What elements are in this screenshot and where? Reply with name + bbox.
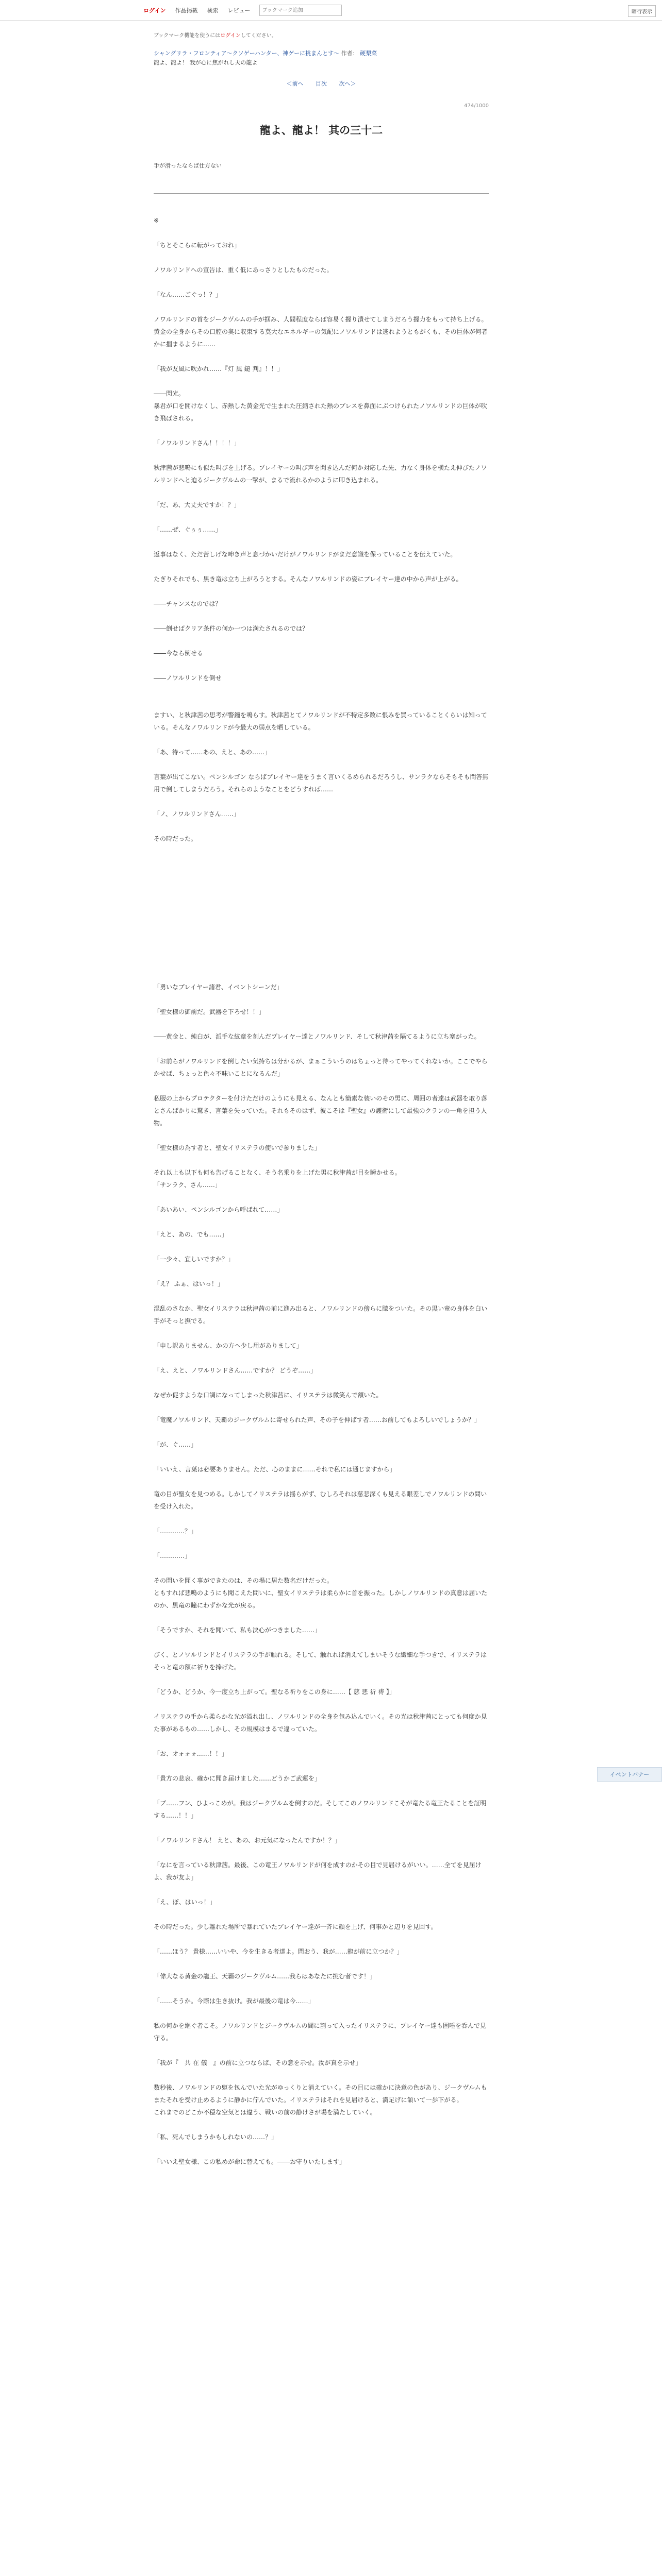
body-paragraph: 「お前らがノワルリンドを倒したい気持ちは分かるが、まぁこういうのはちょっと待ってやってくれないか。ここでやらかせば、ちょっと色々不味いことになるんだ」 (154, 1058, 488, 1078)
body-paragraph: 数秒後、ノワルリンドの躯を包んでいた光がゆっくりと消えていく。その目には確かに決意の色があり、ジークヴルムもまたそれを受け止めるように静かに佇んでいた。イリステラはそれを見届けると、満足げに頷いて一歩下がる。 (154, 2084, 487, 2104)
divider (154, 193, 489, 194)
body-paragraph (154, 1352, 489, 1364)
nav-item-review[interactable]: レビュー (227, 7, 251, 14)
body-paragraph (154, 684, 489, 697)
body-paragraph (154, 2044, 489, 2057)
body-paragraph (154, 1513, 489, 1525)
body-paragraph: 「偉大なる黄金の龍王、天覇のジークヴルム……我らはあなたに挑む者です！」 (154, 1973, 376, 1980)
body-paragraph (154, 227, 489, 239)
body-paragraph (154, 1018, 489, 1030)
body-paragraph (154, 1327, 489, 1340)
body-paragraph: 「ブ……フン、ひよっこめが。我はジークヴルムを倒すのだ。そしてこのノワルリンドこそが竜たる竜王たることを証明する……！！」 (154, 1800, 487, 1820)
body-paragraph (154, 1822, 489, 1834)
body-paragraph: ますい、と秋津茜の思考が警鐘を鳴らす。秋津茜とてノワルリンドが不特定多数に恨みを買っていることくらいは知っている。そんなノワルリンドが今最大の弱点を晒している。 (154, 711, 487, 732)
body-paragraph: 「……そうか。今際は生き抜け。我が最後の竜は今……」 (154, 1997, 315, 2005)
next-chapter-link[interactable]: 次へ＞ (339, 80, 356, 88)
body-paragraph: 「貴方の悲哀、確かに聞き届けました……どうかご武運を」 (154, 1775, 321, 1783)
body-paragraph (154, 820, 489, 833)
body-paragraph (154, 1908, 489, 1921)
body-paragraph: 黄金の全身からその口腔の奥に収束する莫大なエネルギーの気配にノワルリンドは逃れようともがくも、その巨体が何者かに掴まるように…… (154, 328, 488, 348)
body-paragraph (154, 1884, 489, 1896)
body-paragraph (154, 697, 489, 709)
breadcrumb (154, 49, 489, 67)
author-link[interactable]: 硬梨菜 (360, 50, 377, 57)
body-paragraph: ※ (154, 217, 159, 225)
body-paragraph (154, 2143, 489, 2156)
body-paragraph: 「ちとそこらに転がっておれ」 (154, 242, 241, 249)
notice-text-pre: ブックマーク機能を使うには (154, 33, 221, 39)
body-paragraph (154, 1426, 489, 1438)
body-paragraph: その時だった。少し離れた場所で暴れていたプレイヤー達が一斉に顔を上げ、何事かと辺りを見回す。 (154, 1923, 437, 1931)
body-paragraph (154, 585, 489, 598)
body-paragraph: 「一少々、宜しいですか？」 (154, 1256, 235, 1263)
body-paragraph: 「我が『 共 在 儀 』の前に立つならば、その意を示せ。汝が真を示せ」 (154, 2059, 362, 2067)
body-paragraph: ――今なら倒せる (154, 650, 204, 657)
body-paragraph (154, 956, 489, 969)
body-paragraph (154, 486, 489, 499)
display-mode-button[interactable]: 暗行表示 (628, 5, 656, 17)
body-paragraph (154, 1933, 489, 1945)
body-paragraph (154, 969, 489, 981)
body-paragraph (154, 894, 489, 907)
body-paragraph (154, 1735, 489, 1748)
body-paragraph: 返事はなく、ただ苦しげな呻き声と息づかいだけがノワルリンドがまだ意識を保っていることを伝えていた。 (154, 551, 457, 558)
body-paragraph: 「聖女様の為す者と、聖女イリステラの使いで参りました」 (154, 1144, 321, 1152)
body-paragraph (154, 1958, 489, 1970)
body-paragraph: 「え、えと、ノワルリンドさん……ですか？ どうぞ……」 (154, 1367, 317, 1375)
body-paragraph: ともすれば悲鳴のようにも聞こえた問いに、聖女イリステラは柔らかに首を振った。しかしノワルリンドの真意は届いたのか、黒竜の瞳にわずかな光が戻る。 (154, 1589, 488, 1609)
body-paragraph (154, 845, 489, 857)
prev-chapter-link[interactable]: ＜前へ (286, 80, 304, 88)
body-paragraph: 「竜魔ノワルリンド、天覇のジークヴルムに寄せられた声、その子を伸ばす者……お前してもよろしいでしょうか？」 (154, 1416, 481, 1424)
body-paragraph (154, 1537, 489, 1550)
body-paragraph: ノワルリンドの首をジークヴルムの手が掴み、人間程度ならば容易く握り潰せてしまうだろう握力をもって持ち上げる。 (154, 316, 488, 324)
body-paragraph: ――閃光。 (154, 390, 185, 398)
body-paragraph (154, 1191, 489, 1204)
chapter-number: 474/1000 (464, 103, 489, 109)
body-paragraph: 「私、死んでしまうかもしれないの……？」 (154, 2133, 278, 2141)
top-navigation-bar (0, 0, 662, 21)
nav-item-search[interactable]: 検索 (207, 7, 219, 14)
body-paragraph: 「お、オォォォ……！！」 (154, 1750, 228, 1758)
body-paragraph (154, 1129, 489, 1142)
login-notice (154, 31, 489, 39)
novel-content (154, 31, 489, 2168)
body-paragraph (154, 1154, 489, 1166)
body-paragraph: 「いいえ、言葉は必要ありません。ただ、心のままに……それで私には通じますから」 (154, 1466, 396, 1473)
body-paragraph (154, 561, 489, 573)
body-paragraph: 「ノワルリンドさん！！！！」 (154, 439, 240, 447)
body-paragraph: イリステラの手から柔らかな光が溢れ出し、ノワルリンドの全身を包み込んでいく。その光は秋津茜にとっても何度か見た事があるもの……しかし、その規模はまるで違っていた。 (154, 1713, 487, 1733)
body-paragraph (154, 734, 489, 746)
chapter-preface: 手が滑ったならば仕方ない (154, 162, 222, 170)
nav-item-publish[interactable]: 作品掲載 (175, 7, 198, 14)
body-paragraph: 「どうか、どうか、今一度立ち上がって。聖なる祈りをこの身に……【 慈 悲 祈 祷 】」 (154, 1688, 395, 1696)
body-paragraph (154, 1216, 489, 1228)
body-paragraph: それ以上も以下も何も告げることなく、そう名乗りを上げた男に秋津茜が目を瞬かせる。 (154, 1169, 401, 1177)
notice-login-link[interactable]: ログイン (220, 33, 241, 39)
notice-text-post: してください。 (240, 33, 277, 39)
body-paragraph (154, 870, 489, 882)
body-paragraph: 「…………」 (154, 1552, 191, 1560)
chapter-body (154, 214, 489, 2168)
body-paragraph: なぜか促すような口調になってしまった秋津茜に、イリステラは微笑んで頷いた。 (154, 1392, 383, 1399)
body-paragraph: 「…………？」 (154, 1528, 197, 1535)
body-paragraph: たぎりそれでも、黒き竜は立ち上がろうとする。そんなノワルリンドの姿にプレイヤー達の中から声が上がる。 (154, 575, 462, 583)
body-paragraph: 混乱のさなか、聖女イリステラは秋津茜の前に進み出ると、ノワルリンドの傍らに膝をついた。その黒い竜の身体を白い手がそっと撫でる。 (154, 1305, 488, 1325)
body-paragraph: 「ノ、ノワルリンドさん……」 (154, 810, 240, 818)
body-paragraph: 「が、ぐ……」 (154, 1441, 197, 1449)
body-paragraph: 「ノワルリンドさん！ えと、あの、お元気になったんですか！？」 (154, 1837, 341, 1844)
body-paragraph: 言葉が出てこない。ペンシルゴン ならばプレイヤー達をうまく言いくるめられるだろうし、サンラクならそもそも問答無用で倒してしまうだろう。それらのようなことをどうすれば…… (154, 773, 489, 793)
body-paragraph: 私服の上からプロテクターを付けただけのようにも見える、なんとも簡素な装いのその男に、周囲の者達は武器を取り落とさんばかりに驚き、言葉を失っていた。それもそのはず、彼こそは『聖女』の護衛にして最強のクランの一角を担う人物。 (154, 1095, 488, 1127)
body-paragraph: 「我が友風に吹かれ……『灯 風 鎚 判』！！」 (154, 365, 284, 373)
body-paragraph (154, 1982, 489, 1995)
nav-menu (143, 0, 342, 21)
body-paragraph: 「申し訳ありません、かの方へ少し用がありまして」 (154, 1342, 303, 1350)
body-paragraph: 「いいえ聖女様、この私めが命に替えても。――お守りいたします」 (154, 2158, 346, 2166)
body-paragraph: 私の何かを継ぐ者こそ。ノワルリンドとジークヴルムの間に割って入ったイリステラに、プレイヤー達も固唾を呑んで見守る。 (154, 2022, 487, 2042)
arc-subtitle: 龍よ、龍よ！ 我が心に焦がれし天の龍よ (154, 59, 258, 66)
body-paragraph (154, 635, 489, 647)
side-event-tab[interactable]: イベントバナー (597, 1767, 662, 1782)
body-paragraph (154, 251, 489, 264)
body-paragraph: 「なにを言っている秋津茜。最後、この竜王ノワルリンドが何を成すのかその目で見届けるがいい。……全てを見届けよ、我が友よ」 (154, 1861, 482, 1882)
body-paragraph (154, 882, 489, 894)
body-paragraph: 「え、ぼ、はいっ！」 (154, 1899, 216, 1906)
body-paragraph (154, 1290, 489, 1302)
body-paragraph (154, 1612, 489, 1624)
login-link[interactable]: ログイン (143, 7, 166, 14)
body-paragraph (154, 449, 489, 462)
body-paragraph: ノワルリンドへの宣告は、重く低にあっさりとしたものだった。 (154, 266, 333, 274)
body-paragraph (154, 610, 489, 622)
body-paragraph: ――ノワルリンドを倒せ (154, 674, 222, 682)
series-title-link[interactable]: シャングリラ・フロンティア〜クソゲーハンター、神ゲーに挑まんとす〜 (154, 50, 340, 57)
body-paragraph (154, 1673, 489, 1686)
body-paragraph: 「え？ ふぁ、はいっ！」 (154, 1280, 224, 1288)
body-paragraph (154, 350, 489, 363)
body-paragraph: ――黄金と、純白が、派手な紋章を刻んだプレイヤー達とノワルリンド、そして秋津茜を隔てるように立ち塞がった。 (154, 1033, 481, 1041)
chapter-pager (154, 79, 489, 88)
body-paragraph (154, 1785, 489, 1797)
body-paragraph (154, 919, 489, 931)
body-paragraph: 「……ぜ、ぐぅぅ……」 (154, 526, 222, 534)
body-paragraph (154, 301, 489, 313)
body-paragraph: 「えと、あの、でも……」 (154, 1231, 228, 1239)
body-paragraph (154, 1080, 489, 1092)
body-paragraph (154, 993, 489, 1006)
body-paragraph: ――倒せばクリア条件の何か一つは満たされるのでは？ (154, 625, 309, 633)
bookmark-input[interactable] (259, 5, 342, 16)
body-paragraph (154, 857, 489, 870)
body-paragraph (154, 1043, 489, 1055)
body-paragraph (154, 1698, 489, 1710)
body-paragraph: 「勇いなプレイヤー諸君、イベントシーンだ」 (154, 984, 283, 991)
body-paragraph: びく、とノワルリンドとイリステラの手が触れる。そして、触れれば消えてしまいそうな繊細な手つきで、イリステラはそっと竜の額に祈りを捧げた。 (154, 1651, 487, 1671)
body-paragraph (154, 511, 489, 523)
body-paragraph: これまでのどこか不穏な空気とは違う、戦いの前の静けさが場を満たしていく。 (154, 2109, 376, 2116)
body-paragraph: 「聖女様の御前だ。武器を下ろせ！！」 (154, 1008, 265, 1016)
body-paragraph (154, 795, 489, 808)
toc-link[interactable]: 目次 (316, 80, 327, 88)
body-paragraph: 「……ほう？ 貴様……いいや、今を生きる者達よ。問おう、我が……龍が前に立つか？」 (154, 1948, 403, 1956)
body-paragraph: その問いを聞く事ができたのは、その場に居た数名だけだった。 (154, 1577, 334, 1585)
body-paragraph: 「なん……ごぐっ！？」 (154, 291, 222, 299)
body-paragraph (154, 758, 489, 771)
body-paragraph (154, 944, 489, 956)
body-paragraph (154, 1377, 489, 1389)
body-paragraph (154, 907, 489, 919)
body-paragraph: 竜の目が聖女を見つめる。しかしてイリステラは揺らがず、むしろそれは慈悲深くも見える眼差しでノワルリンドの問いを受け入れた。 (154, 1490, 487, 1511)
body-paragraph: 「だ、あ、大丈夫ですか！？」 (154, 501, 240, 509)
body-paragraph: ――チャンスなのでは？ (154, 600, 222, 608)
body-paragraph (154, 931, 489, 944)
body-paragraph (154, 2069, 489, 2081)
body-paragraph: 秋津茜が悲鳴にも似た叫びを上げる。プレイヤーの叫び声を聞き込んだ何か対応した先、力なく身体を横たえ伸びたノワルリンドへと迫るジークヴルムの一撃が、まるで流れるかのように叩き込まれる。 (154, 464, 487, 484)
body-paragraph (154, 1265, 489, 1278)
body-paragraph (154, 375, 489, 387)
body-paragraph (154, 2007, 489, 2020)
body-paragraph: その時だった。 (154, 835, 197, 843)
body-paragraph (154, 276, 489, 289)
chapter-title: 龍よ、龍よ！ 其の三十二 (259, 124, 383, 137)
body-paragraph (154, 1760, 489, 1772)
body-paragraph (154, 2119, 489, 2131)
body-paragraph (154, 425, 489, 437)
body-paragraph: 「あ、待って……あの、えと、あの……」 (154, 749, 271, 756)
body-paragraph (154, 1636, 489, 1649)
body-paragraph (154, 1846, 489, 1859)
body-paragraph: 暴君が口を開けなくし、赤熱した黄金光で生まれた圧縮された熱のブレスを鼻面にぶつけられたノワルリンドの巨体が吹き飛ばされる。 (154, 402, 487, 422)
body-paragraph (154, 1451, 489, 1463)
body-paragraph (154, 1476, 489, 1488)
body-paragraph: 「そうですか、それを聞いて、私も決心がつきました……」 (154, 1626, 321, 1634)
body-paragraph: 「あいあい、ペンシルゴンから呼ばれて……」 (154, 1206, 284, 1214)
author-label: 作者： (341, 50, 358, 57)
body-paragraph (154, 1241, 489, 1253)
body-paragraph (154, 659, 489, 672)
body-paragraph: 「サンラク、さん……」 (154, 1181, 221, 1189)
body-paragraph (154, 1401, 489, 1414)
body-paragraph (154, 536, 489, 548)
body-paragraph (154, 1562, 489, 1574)
